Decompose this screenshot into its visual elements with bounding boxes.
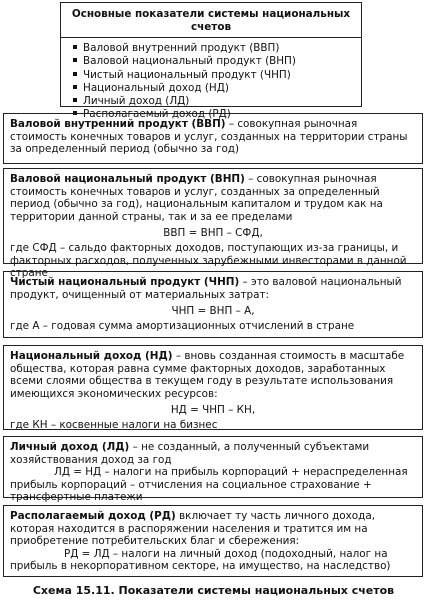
vnp-formula: ВВП = ВНП – СФД, xyxy=(163,227,263,240)
vvp-term: Валовой внутренний продукт (ВВП) xyxy=(10,118,226,130)
nd-text: – вновь созданная стоимость в масштабе общества, которая равна сумме факторных доходов, заработанных всеми слоями общества в текущем году в результате использования имеющихся экономических ресурсов: xyxy=(10,350,405,400)
ld-definition-box xyxy=(3,436,423,504)
list-item: Располагаемый доход (РД) xyxy=(73,108,361,121)
nd-note: где КН – косвенные налоги на бизнес xyxy=(10,418,218,431)
bullet-icon xyxy=(73,45,77,49)
list-item: Валовой национальный продукт (ВНП) xyxy=(73,55,361,68)
chnp-definition-box xyxy=(3,271,423,338)
ld-definition xyxy=(10,441,416,466)
vnp-note: где СФД – сальдо факторных доходов, поступающих из-за границы, и факторных расходов, полученных зарубежными инвесторами в данной стране xyxy=(10,241,407,280)
ld-formula: ЛД = НД – налоги на прибыль корпораций + нераспределенная прибыль корпораций – отчисления на социальное страхование + трансфертные платежи xyxy=(10,466,408,504)
rd-text: включает ту часть личного дохода, которая находится в распоряжении населения и тратится им на приобретение потребительских благ и сбережения: xyxy=(10,510,376,548)
nd-definition-box xyxy=(3,345,423,430)
vnp-definition xyxy=(10,173,416,223)
chnp-note: где А – годовая сумма амортизационных отчислений в стране xyxy=(10,319,355,332)
bullet-icon xyxy=(73,72,77,76)
vnp-term: Валовой национальный продукт (ВНП) xyxy=(10,173,245,185)
rd-definition xyxy=(10,510,416,548)
ld-term: Личный доход (ЛД) xyxy=(10,441,130,453)
vnp-definition-box xyxy=(3,168,423,280)
main-indicators-title: Основные показатели системы национальных счетов xyxy=(71,8,351,33)
bullet-icon xyxy=(73,98,77,102)
list-item: Национальный доход (НД) xyxy=(73,82,361,95)
chnp-text: – это валовой национальный продукт, очищенный от материальных затрат: xyxy=(10,276,402,301)
list-item: Валовой внутренний продукт (ВВП) xyxy=(73,42,361,55)
rd-term: Располагаемый доход (РД) xyxy=(10,510,176,522)
chnp-term: Чистый национальный продукт (ЧНП) xyxy=(10,276,240,288)
rd-formula: РД = ЛД – налоги на личный доход (подоходный, налог на прибыль в некорпоративном секторе, на имущество, на наследство) xyxy=(10,547,391,573)
rd-definition-box xyxy=(3,505,423,577)
indicators-list xyxy=(61,38,361,121)
vnp-text: – совокупная рыночная стоимость конечных товаров и услуг, созданных за определенный период (обычно за год), национальным капиталом и трудом как на территории данной страны, так и за ее пределами xyxy=(10,173,383,223)
chnp-definition xyxy=(10,276,416,301)
vvp-definition-box xyxy=(3,113,423,164)
list-item: Чистый национальный продукт (ЧНП) xyxy=(73,69,361,82)
nd-term: Национальный доход (НД) xyxy=(10,350,173,362)
main-indicators-box xyxy=(60,2,362,121)
bullet-icon xyxy=(73,58,77,62)
nd-formula: НД = ЧНП – КН, xyxy=(170,404,256,417)
ld-text: – не созданный, а полученный субъектами хозяйствования доход за год xyxy=(10,441,370,466)
nd-definition xyxy=(10,350,416,400)
vvp-text: – совокупная рыночная стоимость конечных товаров и услуг, созданных на территории страны за определенный период (обычно за год) xyxy=(10,118,408,156)
bullet-icon xyxy=(73,85,77,89)
vvp-definition xyxy=(10,118,416,156)
chnp-formula: ЧНП = ВНП – А, xyxy=(171,305,255,318)
figure-caption: Схема 15.11. Показатели системы национальных счетов xyxy=(32,584,395,597)
list-item: Личный доход (ЛД) xyxy=(73,95,361,108)
